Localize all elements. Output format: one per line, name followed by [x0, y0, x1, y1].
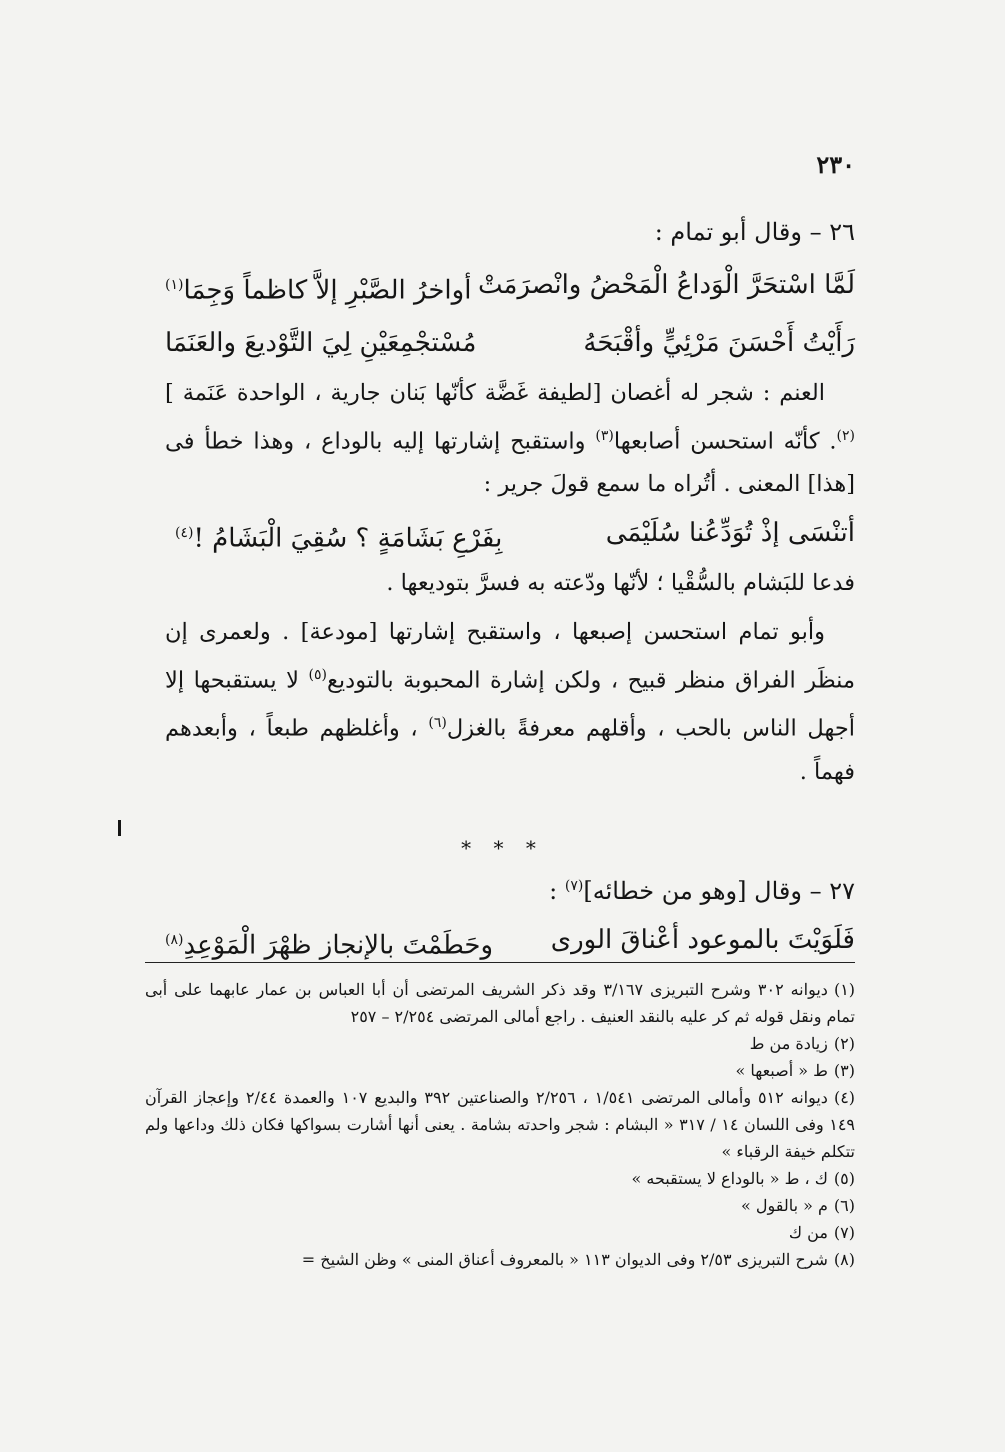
verse-first-hemistich: لَمَّا اسْتحَرَّ الْوَداعُ الْمَحْضُ وانْصرَمَتْ — [478, 270, 855, 300]
verse-second-text: وحَطَمْتَ بالإنجاز ظهْرَ الْمَوْعِدِ — [183, 930, 494, 961]
footnote-rule — [145, 962, 855, 963]
commentary-paragraph — [165, 372, 855, 507]
entry-26 — [165, 212, 855, 794]
entry-27-heading — [165, 866, 855, 911]
verse-second-hemistich: مُسْتجْمِعَيْنِ لِيَ التَّوْديعَ والعَنَمَا — [165, 327, 477, 358]
verse-line — [165, 320, 855, 366]
footnote-text: ديوانه ٣٠٢ وشرح التبريزى ٣/١٦٧ وقد ذكر الشريف المرتضى أن أبا العباس بن عمار عابهما على أبى تمام ونقل قوله ثم كر عليه بالنقد العنيف . راجع أمالى المرتضى ٢/٢٥٤ – ٢٥٧ — [145, 980, 855, 1026]
verse-line — [165, 917, 855, 969]
footnote-ref: (٧) — [564, 878, 584, 894]
paragraph-text: ، وأغلظهم طبعاً ، وأبعدهم فهماً . — [165, 715, 855, 785]
footnote-number: (٢) — [833, 1034, 855, 1053]
footnote-ref: (١) — [165, 277, 184, 293]
commentary-paragraph — [165, 562, 855, 794]
paragraph-text: . كأنّه استحسن أصابعها — [613, 428, 837, 455]
footnote-number: (٨) — [833, 1250, 855, 1269]
paragraph-3 — [165, 611, 855, 794]
footnote — [145, 1057, 855, 1084]
footnote-ref: (٤) — [175, 525, 194, 542]
footnote — [145, 1030, 855, 1057]
footnote-text: ديوانه ٥١٢ وأمالى المرتضى ١/٥٤١ ، ٢/٢٥٦ والصناعتين ٣٩٢ والبديع ١٠٧ والعمدة ٢/٤٤ وإعجاز القرآن ١٤٩ وفى اللسان ١٤ / ٣١٧ « البشام : شجر واحدته بشامة . يعنى أنها أشارت بسواكها فكان ذلك وداعها ولم تتكلم خيفة الرقباء » — [145, 1088, 856, 1161]
footnote-text: شرح التبريزى ٢/٥٣ وفى الديوان ١١٣ « بالمعروف أعناق المنى » وظن الشيخ = — [301, 1250, 828, 1269]
footnote-ref: (٥) — [308, 666, 327, 683]
verse-second-hemistich — [175, 510, 502, 562]
footnote-number: (١) — [833, 980, 856, 999]
footnote-ref: (٣) — [595, 427, 614, 444]
verse-first-hemistich: فَلَوَيْتَ بالموعود أعْناقَ الورى — [550, 925, 855, 955]
footnote — [145, 976, 855, 1030]
footnote-number: (٣) — [833, 1061, 855, 1080]
footnote — [145, 1084, 855, 1165]
paragraph-2: فدعا للبَشام بالسُّقْيا ؛ لأنّها ودّعته به فسرَّ بتوديعها . — [386, 569, 855, 596]
page-number: ٢٣٠ — [816, 150, 855, 179]
verse-line — [165, 510, 855, 562]
paragraph-text: واستقبح إشارتها إليه بالوداع ، وهذا خطأ فى [هذا] المعنى . أتُراه ما سمع قولَ جرير : — [165, 428, 855, 498]
footnote-ref: (٦) — [428, 715, 447, 732]
footnote — [145, 1219, 855, 1246]
footnote-number: (٥) — [833, 1169, 855, 1188]
verse-line — [165, 262, 855, 314]
verse-first-hemistich: رَأَيْتُ أَحْسَنَ مَرْئِيٍّ وأقْبَحَهُ — [583, 327, 855, 358]
footnote-text: م « بالقول » — [740, 1196, 828, 1215]
footnote-text: ط « أصبعها » — [735, 1061, 828, 1080]
footnote-text: زيادة من ط — [749, 1034, 828, 1053]
footnote-ref: (٨) — [165, 932, 184, 948]
entry-27 — [165, 866, 855, 969]
paragraph-text: العنم : شجر له أغصان [لطيفة غَضَّة كأنّها بَنان جارية ، الواحدة عَنَمة ] — [165, 379, 825, 406]
heading-colon: : — [549, 877, 558, 905]
heading-text: ٢٧ – وقال [وهو من خطائه] — [583, 877, 855, 905]
footnote — [145, 1165, 855, 1192]
section-separator: * * * — [461, 836, 544, 860]
verse-second-text: بِفَرْعِ بَشَامَةٍ ؟ سُقِيَ الْبَشَامُ ! — [193, 523, 503, 554]
entry-26-heading: ٢٦ – وقال أبو تمام : — [654, 218, 855, 246]
footnote — [145, 1192, 855, 1219]
footnote-number: (٦) — [833, 1196, 855, 1215]
footnote-text: من ك — [788, 1223, 828, 1242]
verse-first-hemistich: أتنْسَى إذْ تُوَدِّعُنا سُلَيْمَى — [605, 518, 855, 549]
verse-second-hemistich — [165, 262, 471, 314]
footnote-number: (٧) — [833, 1223, 855, 1242]
paragraph-text: لا يستقبحها إلا أجهل الناس بالحب ، وأقلهم معرفةً بالغزل — [165, 667, 856, 742]
paragraph-text: وأبو تمام استحسن إصبعها ، واستقبح إشارتها [مودعة] . ولعمرى إن منظَر الفراق منظر قبيح ، ولكن إشارة المحبوبة بالتوديع — [165, 618, 855, 694]
footnote-ref: (٢) — [836, 427, 855, 444]
margin-mark — [118, 820, 121, 836]
footnote — [145, 1246, 855, 1273]
footnotes — [145, 976, 855, 1273]
footnote-text: ك ، ط « بالوداع لا يستقبحه » — [631, 1169, 828, 1188]
paragraph-1 — [165, 372, 855, 507]
verse-second-text: أواخرُ الصَّبْرِ إلاَّ كاظماً وَجِمَا — [183, 275, 472, 306]
footnote-number: (٤) — [833, 1088, 856, 1107]
verse-second-hemistich — [165, 917, 493, 969]
